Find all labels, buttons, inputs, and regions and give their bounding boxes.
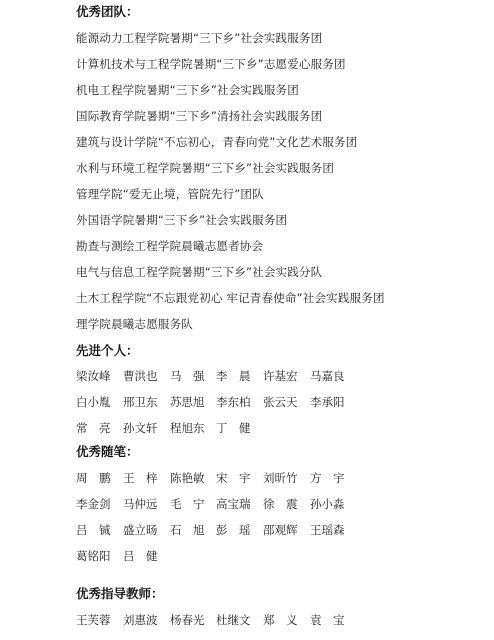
person-name: 孙小淼 [310, 497, 345, 511]
person-name: 毛 宁 [170, 497, 205, 511]
person-name: 邢卫东 [123, 395, 158, 409]
person-name: 李金剑 [76, 497, 111, 511]
person-name: 陈艳敏 [170, 471, 205, 485]
person-name: 李 晨 [216, 369, 251, 383]
person-name: 李东柏 [216, 395, 251, 409]
person-name: 宋 宇 [216, 471, 251, 485]
person-name: 吕 铖 [76, 523, 111, 537]
person-name: 马嘉良 [310, 369, 345, 383]
person-name: 袁 宝 [310, 613, 345, 627]
person-name: 刘惠波 [123, 613, 158, 627]
essays-heading: 优秀随笔： [76, 444, 139, 459]
person-name: 邵观辉 [263, 523, 298, 537]
person-name: 程旭东 [170, 421, 205, 435]
person-name: 曹洪也 [123, 369, 158, 383]
individuals-heading: 先进个人： [76, 343, 139, 358]
person-name: 彭 瑶 [216, 523, 251, 537]
teachers-row [76, 612, 456, 628]
team-item: 勘查与测绘工程学院晨曦志愿者协会 [76, 239, 264, 253]
person-name: 梁汝峰 [76, 369, 111, 383]
person-name: 马 强 [170, 369, 205, 383]
person-name: 许基宏 [263, 369, 298, 383]
person-name: 杨春光 [170, 613, 205, 627]
person-name: 孙文轩 [123, 421, 158, 435]
person-name: 盛立旸 [123, 523, 158, 537]
teams-heading: 优秀团队： [76, 4, 139, 19]
person-name: 高宝瑞 [216, 497, 251, 511]
person-name: 石 旭 [170, 523, 205, 537]
team-item: 建筑与设计学院“不忘初心，青春向党”文化艺术服务团 [76, 135, 358, 149]
team-item: 外国语学院暑期“三下乡”社会实践服务团 [76, 213, 288, 227]
person-name: 常 亮 [76, 421, 111, 435]
person-name: 葛铭阳 [76, 549, 111, 563]
person-name: 张云天 [263, 395, 298, 409]
person-name: 丁 健 [216, 421, 251, 435]
team-item: 电气与信息工程学院暑期“三下乡”社会实践分队 [76, 265, 323, 279]
individuals-row [76, 394, 456, 410]
person-name: 王瑶森 [310, 523, 345, 537]
person-name: 郑 义 [263, 613, 298, 627]
person-name: 王 梓 [123, 471, 158, 485]
team-item: 国际教育学院暑期“三下乡”清扬社会实践服务团 [76, 109, 323, 123]
teachers-heading: 优秀指导教师： [76, 586, 164, 601]
person-name: 苏思旭 [170, 395, 205, 409]
person-name: 杜继文 [216, 613, 251, 627]
essays-row [76, 548, 456, 564]
team-item: 计算机技术与工程学院暑期“三下乡”志愿爱心服务团 [76, 57, 346, 71]
individuals-row [76, 368, 456, 384]
person-name: 徐 震 [263, 497, 298, 511]
person-name: 吕 健 [123, 549, 158, 563]
team-item: 机电工程学院暑期“三下乡”社会实践服务团 [76, 83, 299, 97]
essays-row [76, 522, 456, 538]
person-name: 马仲远 [123, 497, 158, 511]
essays-row [76, 470, 456, 486]
team-item: 水利与环境工程学院暑期“三下乡”社会实践服务团 [76, 161, 335, 175]
person-name: 王芙蓉 [76, 613, 111, 627]
team-item: 土木工程学院“不忘跟党初心 牢记青春使命”社会实践服务团 [76, 291, 385, 305]
person-name: 刘昕竹 [263, 471, 298, 485]
team-item: 管理学院“爱无止境，管院先行”团队 [76, 187, 264, 201]
person-name: 方 宇 [310, 471, 345, 485]
person-name: 周 鹏 [76, 471, 111, 485]
essays-row [76, 496, 456, 512]
team-item: 理学院晨曦志愿服务队 [76, 317, 193, 331]
individuals-row [76, 420, 456, 436]
person-name: 李承阳 [310, 395, 345, 409]
team-item: 能源动力工程学院暑期“三下乡”社会实践服务团 [76, 31, 323, 45]
person-name: 白小胤 [76, 395, 111, 409]
